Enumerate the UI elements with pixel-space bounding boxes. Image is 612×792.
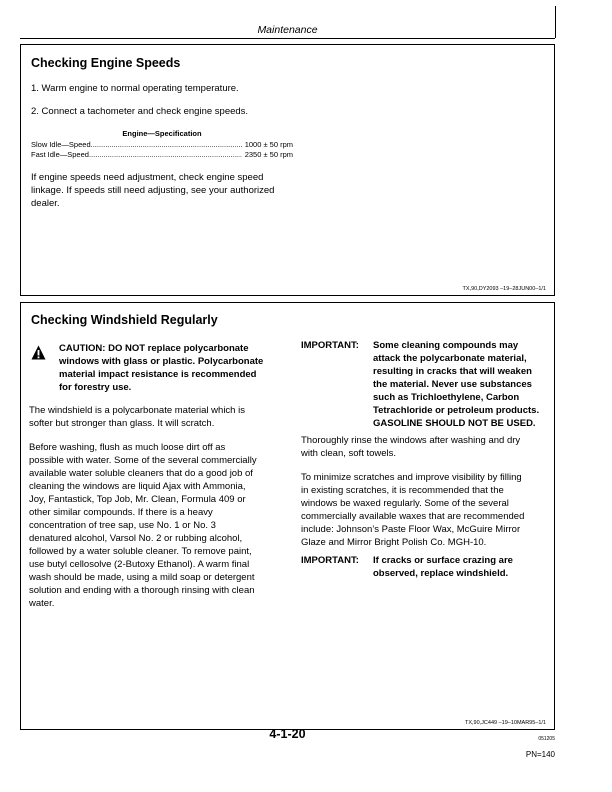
- running-header: Maintenance: [257, 24, 318, 36]
- important-label: IMPORTANT:: [301, 555, 359, 566]
- spec-row: [31, 150, 293, 160]
- important-text: If cracks or surface crazing are observed, replace windshield.: [373, 555, 513, 579]
- step-1: 1. Warm engine to normal operating temperature.: [31, 83, 239, 94]
- spec-label: Fast Idle—Speed: [31, 150, 89, 159]
- rinse-paragraph: Thoroughly rinse the windows after washing and dry with clean, soft towels.: [301, 435, 521, 459]
- windshield-material-paragraph: The windshield is a polycarbonate material which is softer but stronger than glass. It will scratch.: [29, 405, 245, 429]
- caution-text: CAUTION: DO NOT replace polycarbonate windows with glass or plastic. Polycarbonate material impact resistance is recommended for forestry use.: [59, 343, 264, 393]
- important-label: IMPORTANT:: [301, 340, 359, 351]
- spec-heading: Engine—Specification: [122, 129, 202, 138]
- adjustment-paragraph: If engine speeds need adjustment, check engine speed linkage. If speeds still need adjusting, see your authorized dealer.: [31, 172, 275, 209]
- step-2: 2. Connect a tachometer and check engine speeds.: [31, 106, 249, 117]
- waxing-paragraph: To minimize scratches and improve visibility by filling in existing scratches, it is recommended that the windows be waxed regularly. Some of the several commercially available waxes that are recommended include: Johnson’s Paste Floor Wax, McGuire Mirror Glaze and Mirror Bright Polish Co. MGH-10.: [301, 472, 525, 548]
- print-number: PN=140: [525, 750, 555, 759]
- spec-label: Slow Idle—Speed: [31, 140, 91, 149]
- leader-dots: [89, 150, 242, 160]
- important-note-cracks: [301, 554, 551, 584]
- spec-value: 1000 ± 50 rpm: [244, 140, 293, 149]
- section-engine-speeds: [20, 44, 555, 296]
- section-title: Checking Windshield Regularly: [31, 313, 218, 327]
- page-number: 4-1-20: [269, 727, 306, 741]
- leader-dots: [91, 140, 242, 150]
- caution-triangle-icon: [31, 345, 46, 360]
- important-note-cleaning: [301, 339, 551, 434]
- spec-row: [31, 140, 293, 150]
- header-rule: [20, 38, 555, 39]
- important-text: Some cleaning compounds may attack the polycarbonate material, resulting in cracks that will weaken the material. Never use substances such as Trichloethylene, Carbon Tetrachloride or petroleum products. GASOLINE SHOULD NOT BE USED.: [373, 340, 540, 429]
- washing-paragraph: Before washing, flush as much loose dirt off as possible with water. Some of the several commercially available water soluble cleaners that do a good job of cleaning the windows are liquid Ajax with Ammonia, Joy, Fantastick, Top Job, Mr. Clean, Formula 409 or other similar compounds. If there is a heavy concentration of tree sap, use No. 1 or No. 3 denatured alcohol, Varsol No. 2 or rubbing alcohol, followed by a water soluble cleaner. To remove paint, use butyl cellosolve (2-Butoxy Ethanol). A warm final wash should be made, using a mild soap or detergent solution and ending with a thorough rinsing with clean water.: [29, 442, 257, 609]
- reference-code: TX,90,JC449 –19–10MAR95–1/1: [464, 720, 546, 726]
- revision-code: 051205: [538, 736, 555, 742]
- section-windshield: [20, 302, 555, 730]
- spec-table: [31, 129, 293, 160]
- reference-code: TX,90,DY2093 –19–28JUN00–1/1: [462, 286, 546, 292]
- spec-value: 2350 ± 50 rpm: [244, 150, 293, 159]
- section-title: Checking Engine Speeds: [31, 56, 181, 70]
- header-vertical-rule: [555, 6, 556, 38]
